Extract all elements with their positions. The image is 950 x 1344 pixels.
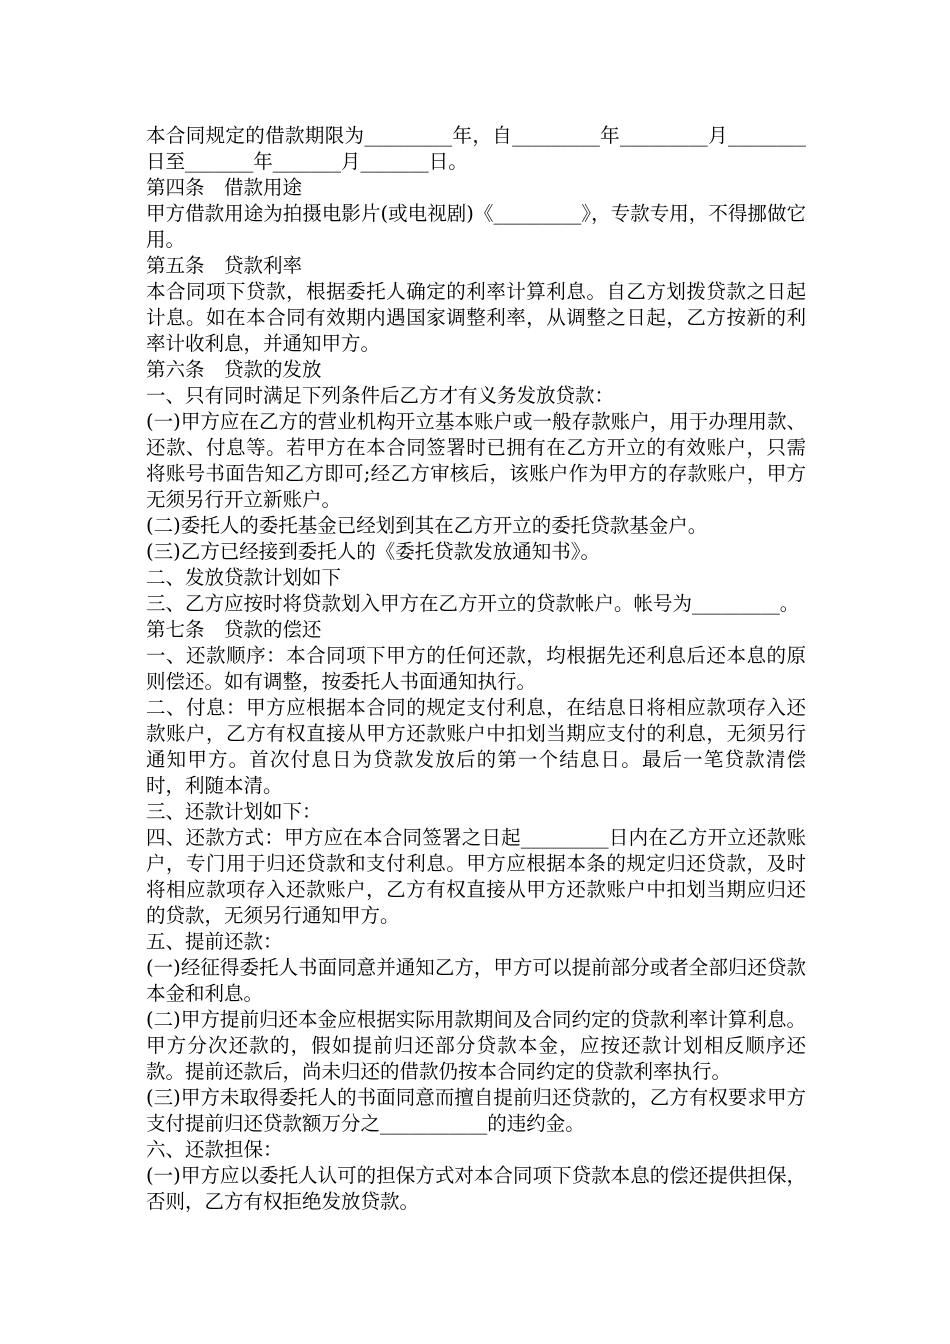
article-4-paragraph: 甲方借款用途为拍摄电影片(或电视剧)《_________》，专款专用，不得挪做它用。 [146, 202, 806, 251]
article-7-item-5-sub-3: (三)甲方未取得委托人的书面同意而擅自提前归还贷款的，乙方有权要求甲方支付提前归还贷款额万分之___________的违约金。 [146, 1086, 806, 1135]
article-7-item-6: 六、还款担保： [146, 1138, 283, 1161]
article-7-item-2: 二、付息：甲方应根据本合同的规定支付利息，在结息日将相应款项存入还款账户，乙方有权直接从甲方还款账户中扣划当期应支付的利息，无须另行通知甲方。首次付息日为贷款发放后的第一个结息日。最后一笔贷款清偿时，利随本清。 [146, 696, 806, 797]
article-4-heading: 第四条 借款用途 [146, 176, 303, 199]
article-7-item-1: 一、还款顺序：本合同项下甲方的任何还款，均根据先还利息后还本息的原则偿还。如有调整，按委托人书面通知执行。 [146, 644, 806, 693]
article-5-heading: 第五条 贷款利率 [146, 254, 303, 277]
article-7-item-5-sub-1: (一)经征得委托人书面同意并通知乙方，甲方可以提前部分或者全部归还贷款本金和利息。 [146, 956, 806, 1005]
article-7-item-5-sub-2: (二)甲方提前归还本金应根据实际用款期间及合同约定的贷款利率计算利息。甲方分次还款的，假如提前归还部分贷款本金，应按还款计划相反顺序还款。提前还款后，尚未归还的借款仍按本合同约定的贷款利率执行。 [146, 1008, 806, 1083]
article-6-item-1-sub-3: (三)乙方已经接到委托人的《委托贷款发放通知书》。 [146, 540, 600, 563]
article-6-item-1-sub-2: (二)委托人的委托基金已经划到其在乙方开立的委托贷款基金户。 [146, 514, 708, 537]
article-6-item-3: 三、乙方应按时将贷款划入甲方在乙方开立的贷款帐户。帐号为_________。 [146, 592, 800, 615]
article-6-item-1: 一、只有同时满足下列条件后乙方才有义务发放贷款： [146, 384, 615, 407]
term-paragraph: 本合同规定的借款期限为_________年，自_________年_________月________日至_______年_______月_______日。 [146, 124, 806, 173]
article-7-item-4: 四、还款方式：甲方应在本合同签署之日起_________日内在乙方开立还款账户，专门用于归还贷款和支付利息。甲方应根据本条的规定归还贷款，及时将相应款项存入还款账户，乙方有权直接从甲方还款账户中扣划当期应归还的贷款，无须另行通知甲方。 [146, 826, 806, 927]
article-7-item-3: 三、还款计划如下： [146, 800, 322, 823]
article-7-item-5: 五、提前还款： [146, 930, 283, 953]
article-7-heading: 第七条 贷款的偿还 [146, 618, 322, 641]
article-7-item-6-sub-1: (一)甲方应以委托人认可的担保方式对本合同项下贷款本息的偿还提供担保，否则，乙方有权拒绝发放贷款。 [146, 1164, 806, 1213]
article-6-heading: 第六条 贷款的发放 [146, 358, 322, 381]
document-body [146, 123, 806, 1215]
article-5-paragraph: 本合同项下贷款，根据委托人确定的利率计算利息。自乙方划拨贷款之日起计息。如在本合同有效期内遇国家调整利率，从调整之日起，乙方按新的利率计收利息，并通知甲方。 [146, 280, 806, 355]
article-6-item-2: 二、发放贷款计划如下 [146, 566, 342, 589]
article-6-item-1-sub-1: (一)甲方应在乙方的营业机构开立基本账户或一般存款账户，用于办理用款、还款、付息等。若甲方在本合同签署时已拥有在乙方开立的有效账户，只需将账号书面告知乙方即可;经乙方审核后，该账户作为甲方的存款账户，甲方无须另行开立新账户。 [146, 410, 806, 511]
